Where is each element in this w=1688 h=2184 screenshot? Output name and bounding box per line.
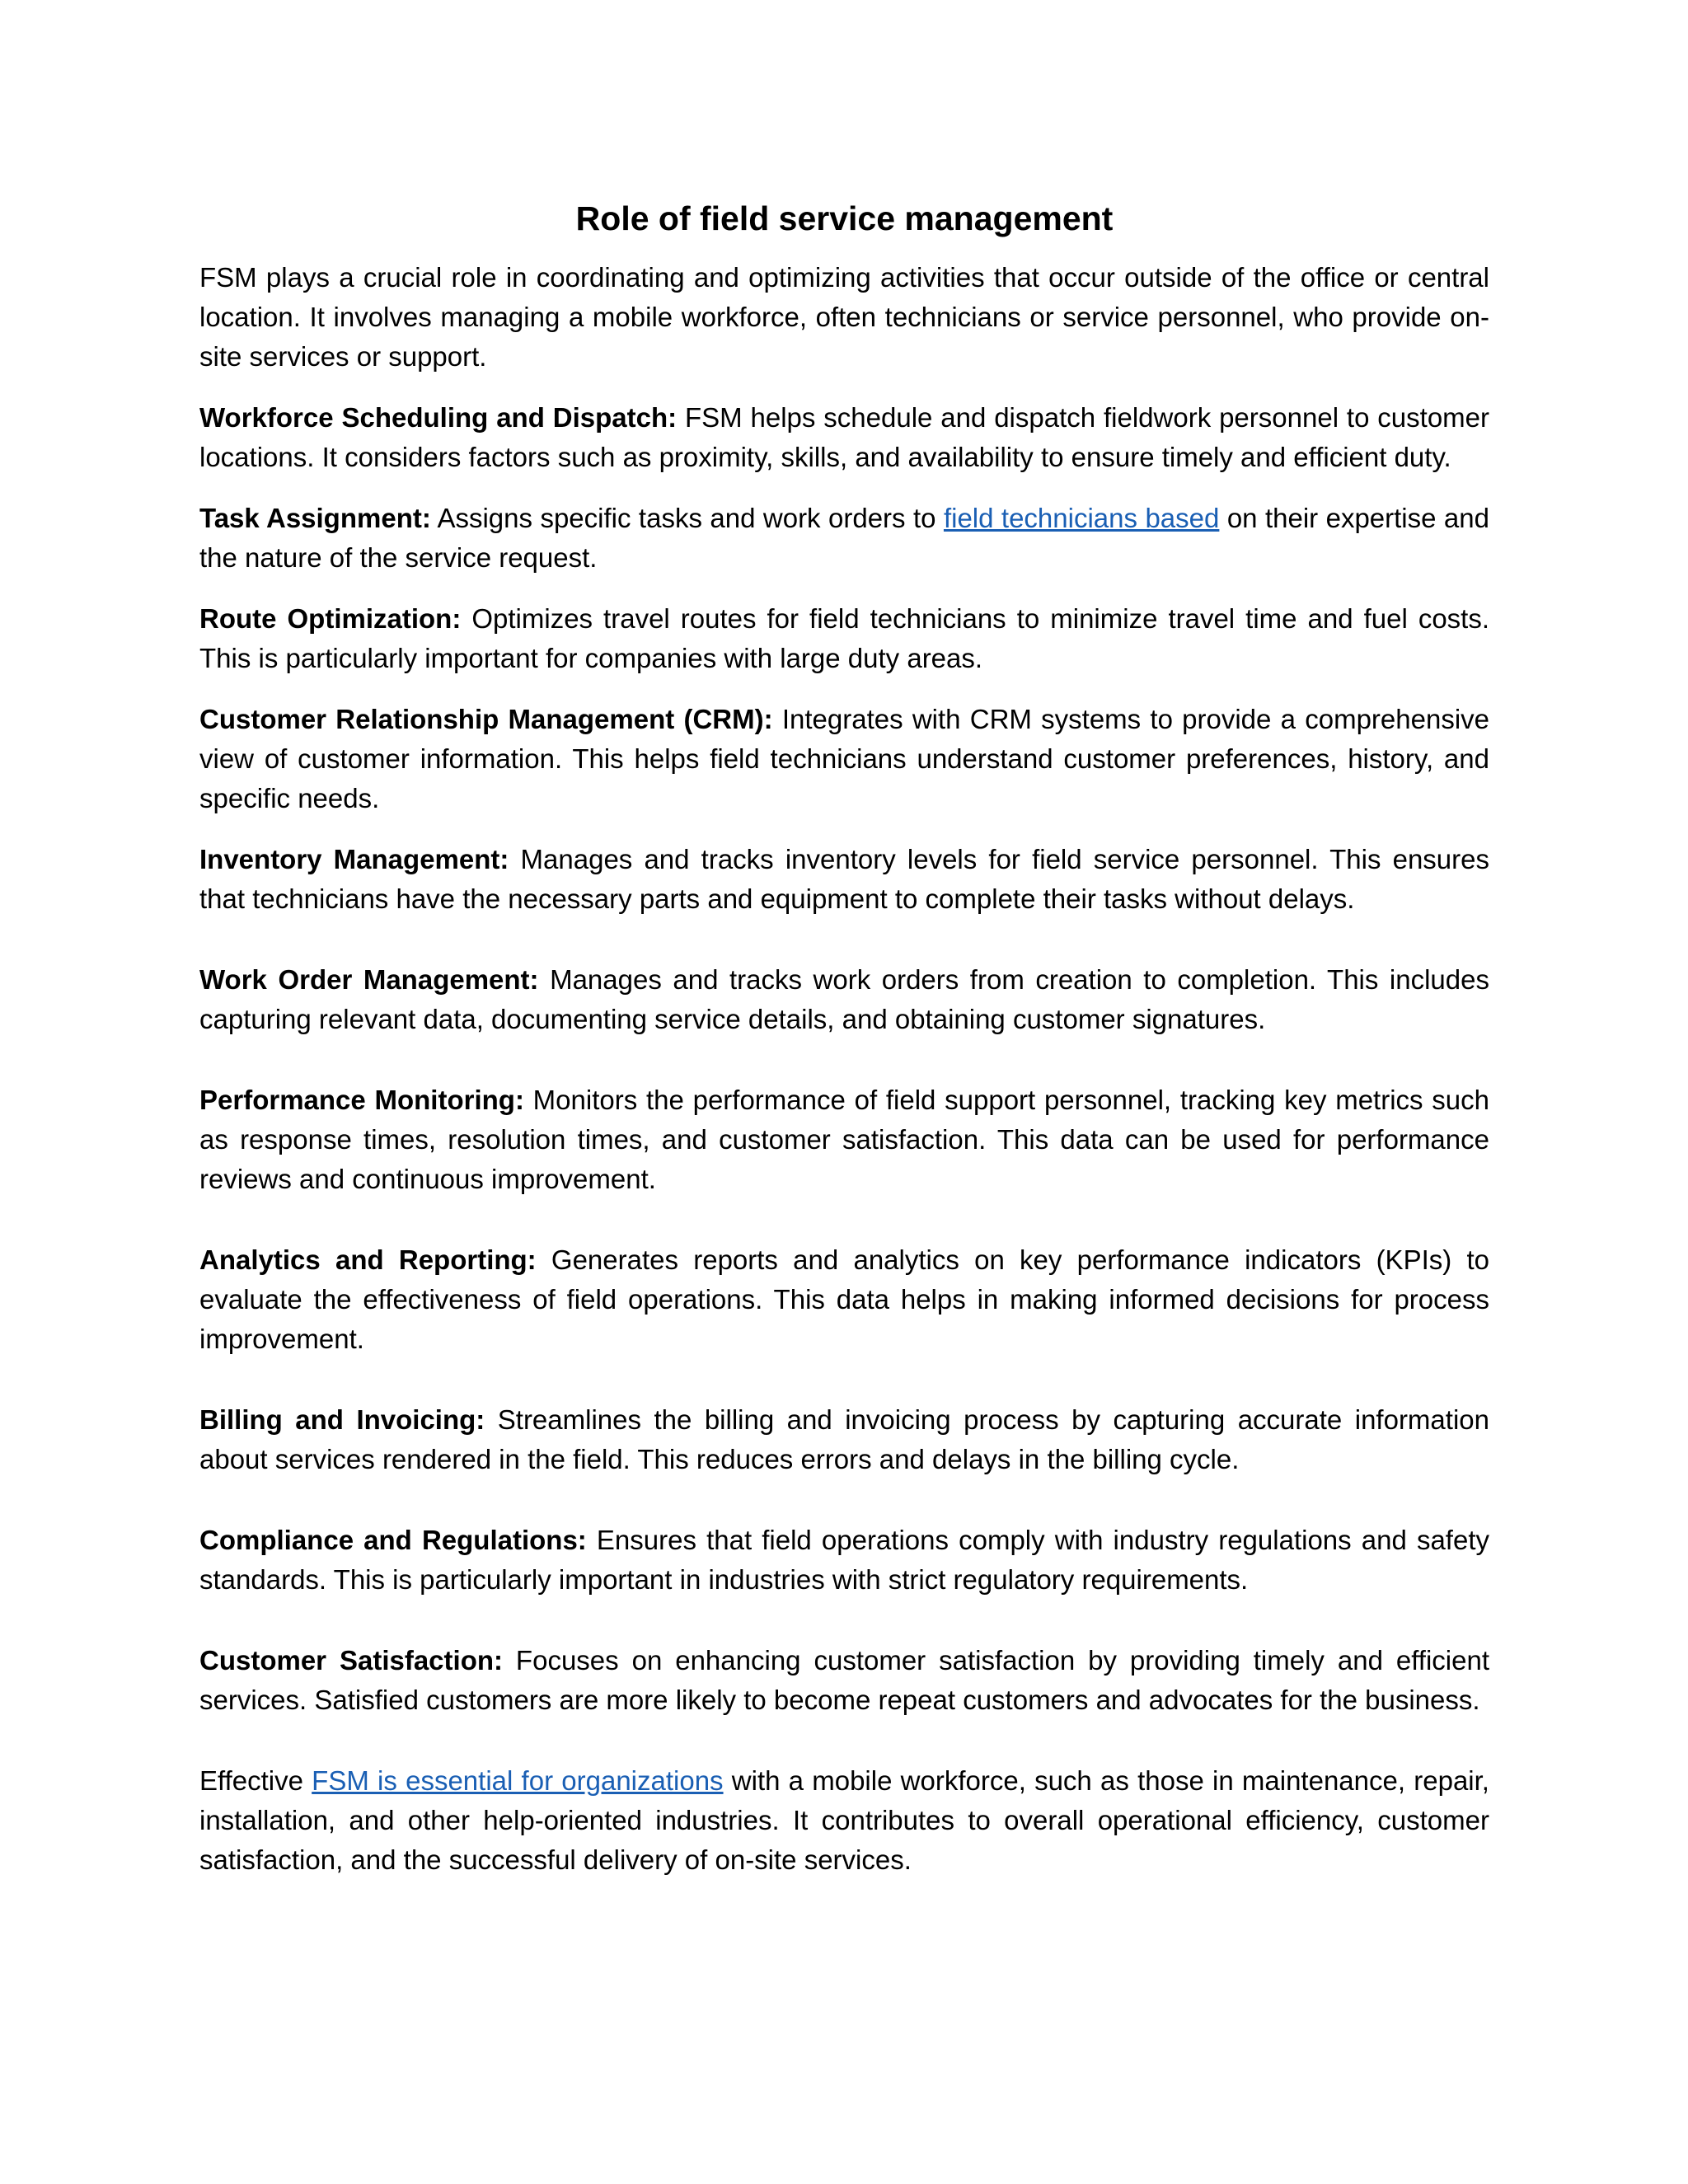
section-billing-invoicing (199, 1400, 1489, 1479)
section-crm (199, 700, 1489, 818)
section-text: Manages and tracks inventory levels for field service personnel. This ensures that technicians have the necessary parts and equipment to complete their tasks without delays. (199, 844, 1489, 915)
section-text: Manages and tracks work orders from creation to completion. This includes capturing relevant data, documenting service details, and obtaining customer signatures. (199, 964, 1489, 1035)
section-heading: Work Order Management: (199, 964, 539, 996)
section-heading: Task Assignment: (199, 503, 431, 534)
section-heading: Inventory Management: (199, 844, 509, 875)
section-heading: Analytics and Reporting: (199, 1244, 537, 1276)
document-content (199, 198, 1489, 1901)
section-text: Streamlines the billing and invoicing process by capturing accurate information about services rendered in the field. This reduces errors and delays in the billing cycle. (199, 1404, 1489, 1475)
fsm-essential-link[interactable]: FSM is essential for organizations (312, 1765, 724, 1797)
section-heading: Performance Monitoring: (199, 1085, 524, 1116)
section-text: Assigns specific tasks and work orders to (430, 503, 944, 534)
section-heading: Compliance and Regulations: (199, 1525, 587, 1556)
section-heading: Billing and Invoicing: (199, 1404, 485, 1436)
section-text: Focuses on enhancing customer satisfaction by providing timely and efficient services. Satisfied customers are more likely to become repeat customers and advocates for the business. (199, 1645, 1489, 1716)
section-text: Optimizes travel routes for field technicians to minimize travel time and fuel costs. This is particularly important for companies with large duty areas. (199, 603, 1490, 674)
section-text: Integrates with CRM systems to provide a comprehensive view of customer information. This helps field technicians understand customer preferences, history, and specific needs. (199, 704, 1490, 814)
section-text: on their expertise and the nature of the service request. (199, 503, 1489, 574)
section-heading: Customer Relationship Management (CRM): (199, 704, 773, 735)
conclusion-paragraph (199, 1761, 1489, 1880)
intro-paragraph: FSM plays a crucial role in coordinating and optimizing activities that occur outside of the office or central location. It involves managing a mobile workforce, often technicians or service personnel, who provide on-site services or support. (199, 262, 1489, 373)
section-workforce-scheduling (199, 398, 1489, 477)
section-route-optimization (199, 599, 1489, 678)
section-compliance-regulations (199, 1521, 1489, 1600)
section-heading: Route Optimization: (199, 603, 462, 635)
section-task-assignment (199, 499, 1489, 578)
conclusion-text: with a mobile workforce, such as those in maintenance, repair, installation, and other help-oriented industries. It contributes to overall operational efficiency, customer satisfaction, and the successful delivery of on-site services. (199, 1765, 1489, 1876)
section-performance-monitoring (199, 1080, 1489, 1199)
section-text: Ensures that field operations comply with industry regulations and safety standards. This is particularly important in industries with strict regulatory requirements. (199, 1525, 1489, 1596)
page-title: Role of field service management (575, 199, 1114, 237)
field-technicians-link[interactable]: field technicians based (943, 503, 1220, 534)
section-analytics-reporting (199, 1240, 1489, 1359)
section-customer-satisfaction (199, 1641, 1489, 1720)
conclusion-text: Effective (199, 1765, 312, 1797)
section-text: FSM helps schedule and dispatch fieldwork personnel to customer locations. It considers factors such as proximity, skills, and availability to ensure timely and efficient duty. (199, 402, 1490, 473)
section-text: Generates reports and analytics on key performance indicators (KPIs) to evaluate the effectiveness of field operations. This data helps in making informed decisions for process improvement. (199, 1244, 1489, 1355)
section-work-order-management (199, 960, 1489, 1039)
section-text: Monitors the performance of field support personnel, tracking key metrics such as response times, resolution times, and customer satisfaction. This data can be used for performance reviews and continuous improvement. (199, 1085, 1489, 1195)
section-inventory-management (199, 840, 1489, 919)
section-heading: Customer Satisfaction: (199, 1645, 503, 1676)
section-heading: Workforce Scheduling and Dispatch: (199, 402, 678, 434)
